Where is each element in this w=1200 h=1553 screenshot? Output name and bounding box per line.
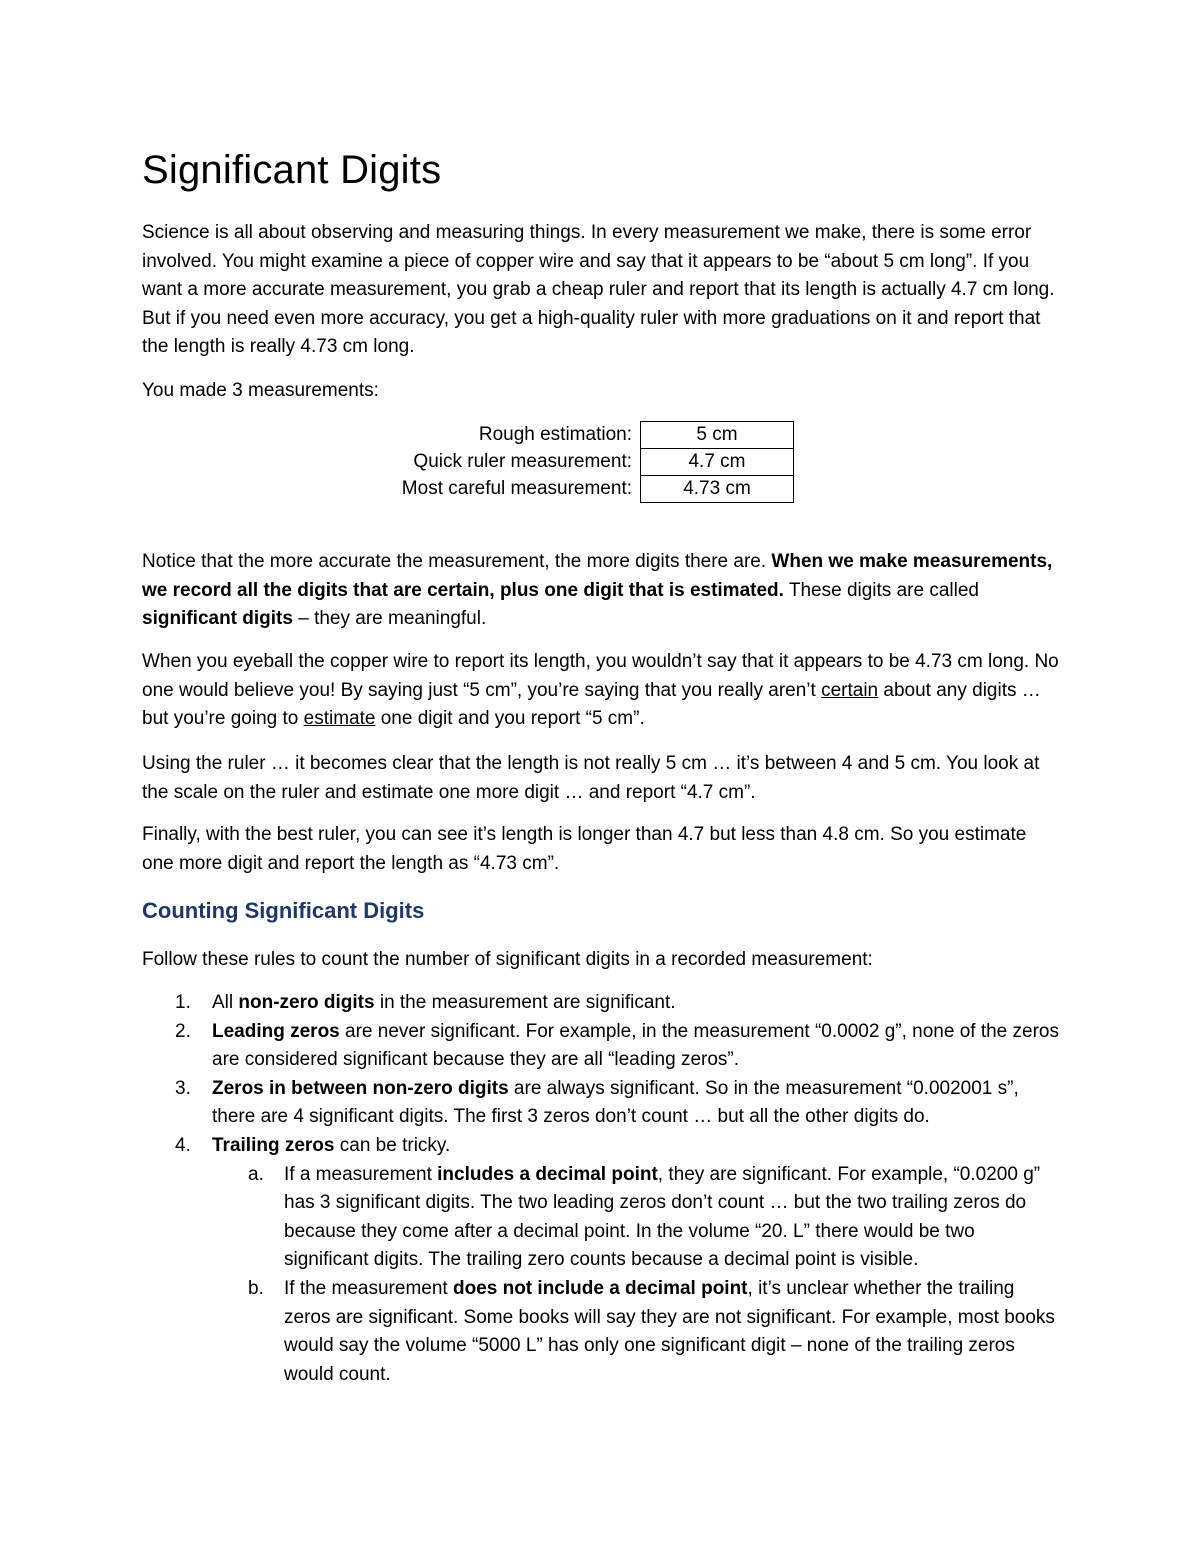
rule-bold: Zeros in between non-zero digits	[212, 1077, 509, 1099]
notice-text-2: These digits are called	[783, 579, 979, 601]
table-row	[378, 449, 794, 476]
rule-bold: does not include a decimal point	[452, 1277, 748, 1299]
list-letter: a.	[248, 1163, 264, 1185]
measurement-label: Most careful measurement:	[401, 478, 632, 499]
list-item	[142, 989, 1062, 1018]
rule-bold: non-zero digits	[238, 992, 375, 1013]
list-number: 2.	[175, 1020, 191, 1042]
list-number: 1.	[175, 992, 191, 1013]
rule-text: , they are significant. For example, “0.0200 g” has 3 significant digits. The two leading zeros don’t count … but the two trailing zeros do because they come after a decimal point. In the volume “20. L” there would be two significant digits. The trailing zero counts because a decimal point is visible.	[284, 1163, 1041, 1271]
certain-underlined: certain	[821, 679, 879, 701]
list-item	[212, 1275, 1062, 1389]
estimate-underlined: estimate	[303, 708, 376, 730]
measurements-lead: You made 3 measurements:	[142, 380, 379, 401]
measurements-table	[378, 421, 794, 503]
eyeball-paragraph	[142, 648, 1062, 734]
best-ruler-paragraph: Finally, with the best ruler, you can see it’s length is longer than 4.7 but less than 4.8 cm. So you estimate one more digit and report the length as “4.73 cm”.	[142, 824, 1027, 874]
table-row	[378, 476, 794, 503]
rule-bold: Trailing zeros	[212, 1134, 335, 1156]
list-item	[142, 1132, 1062, 1389]
list-letter: b.	[248, 1277, 264, 1299]
rule-bold: Leading zeros	[212, 1020, 340, 1042]
measurement-value: 5 cm	[641, 422, 794, 449]
rule-text: can be tricky.	[334, 1134, 451, 1156]
list-item	[142, 1018, 1062, 1075]
measurement-value: 4.7 cm	[641, 449, 794, 476]
measurement-label: Rough estimation:	[478, 424, 632, 445]
measurement-value: 4.73 cm	[641, 476, 794, 503]
ruler-paragraph: Using the ruler … it becomes clear that the length is not really 5 cm … it’s between 4 and 5 cm. You look at the scale on the ruler and estimate one more digit … and report “4.7 cm”.	[142, 753, 1040, 803]
eyeball-text-3: one digit and you report “5 cm”.	[375, 708, 645, 730]
rule-text: in the measurement are significant.	[374, 992, 676, 1013]
list-number: 4.	[175, 1134, 191, 1156]
notice-rule-bold: When we make measurements, we record all the digits that are certain, plus one digit that is estimated.	[142, 551, 1053, 601]
rules-list	[142, 989, 1062, 1389]
eyeball-text: When you eyeball the copper wire to report its length, you wouldn’t say that it appears to be 4.73 cm long. No one would believe you! By saying just “5 cm”, you’re saying that you really aren’t	[142, 651, 1059, 701]
measurement-label: Quick ruler measurement:	[413, 451, 632, 472]
intro-paragraph: Science is all about observing and measuring things. In every measurement we make, there is some error involved. You might examine a piece of copper wire and say that it appears to be “about 5 cm long”. If you want a more accurate measurement, you grab a cheap ruler and report that its length is actually 4.7 cm long. But if you need even more accuracy, you get a high-quality ruler with more graduations on it and report that the length is really 4.73 cm long.	[142, 222, 1055, 358]
rule-text: All	[212, 992, 239, 1013]
rule-text: If a measurement	[284, 1163, 438, 1185]
page-title: Significant Digits	[142, 148, 442, 192]
list-item	[142, 1075, 1062, 1132]
section-heading: Counting Significant Digits	[142, 898, 425, 923]
rule-text: , it’s unclear whether the trailing zeros are significant. Some books will say they are not significant. For example, most books would say the volume “5000 L” has only one significant digit – none of the trailing zeros would count.	[284, 1277, 1055, 1385]
rule-text: are never significant. For example, in the measurement “0.0002 g”, none of the zeros are considered significant because they are all “leading zeros”.	[212, 1020, 1059, 1071]
notice-paragraph	[142, 548, 1062, 634]
notice-text: Notice that the more accurate the measurement, the more digits there are.	[142, 551, 772, 572]
list-number: 3.	[175, 1077, 191, 1099]
notice-text-3: – they are meaningful.	[292, 608, 487, 630]
sub-rules-list	[212, 1161, 1062, 1390]
significant-digits-term: significant digits	[142, 608, 293, 630]
table-row	[378, 422, 794, 449]
rule-text: If the measurement	[284, 1277, 453, 1299]
rule-text: are always significant. So in the measurement “0.002001 s”, there are 4 significant digits. The first 3 zeros don’t count … but all the other digits do.	[212, 1077, 1019, 1128]
rules-lead: Follow these rules to count the number of significant digits in a recorded measurement:	[142, 949, 873, 970]
eyeball-text-2: about any digits … but you’re going to	[142, 679, 1041, 730]
list-item	[212, 1161, 1062, 1275]
rule-bold: includes a decimal point	[437, 1163, 658, 1185]
